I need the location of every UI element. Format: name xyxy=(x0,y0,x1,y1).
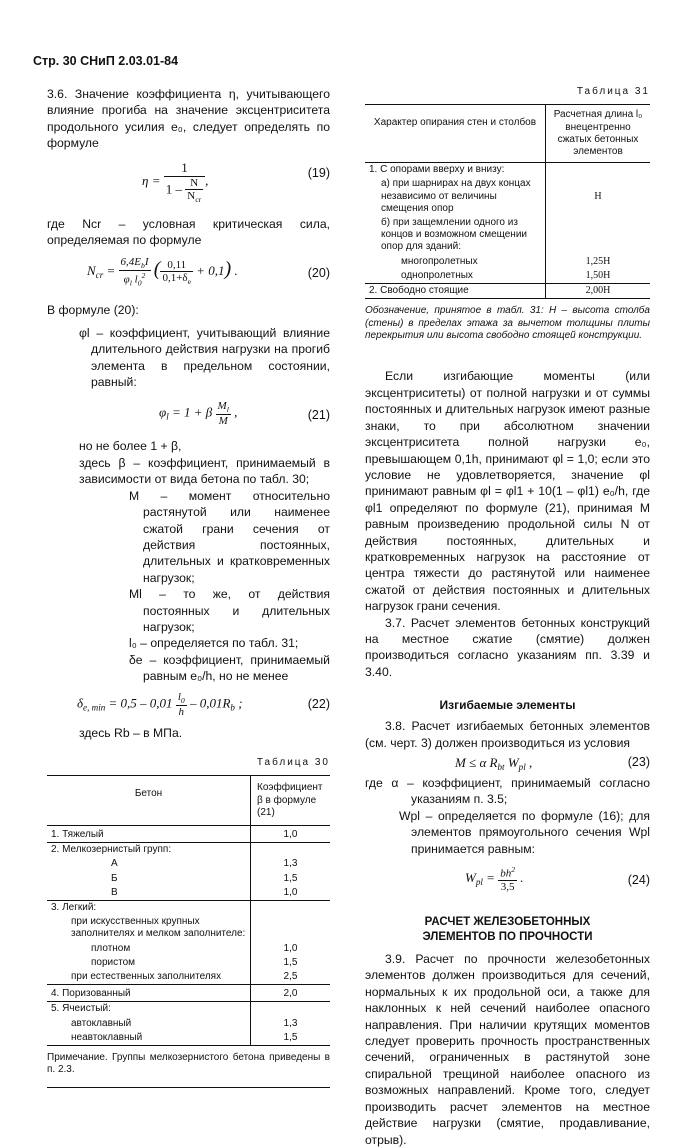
section-3-6: 3.6. Значение коэффициента η, учитывающего влияние прогиба на значение эксцентриситета продольного усилия e₀, следует определять по формуле xyxy=(47,87,330,151)
table-cell-value: 1,5 xyxy=(283,956,298,968)
table-row xyxy=(47,956,330,970)
table-30 xyxy=(47,775,330,1046)
table-cell-value: 2,5 xyxy=(283,971,298,983)
equation-20: $N_{cr}$ = $\frac{6,4E_bI}{\varphi_l l_0^2}$ ( $\frac{0,11}{0,1+\delta_e}$ + 0,1) . (20) xyxy=(87,256,330,289)
table-cell-label: 2. Мелкозернистый групп: xyxy=(47,843,251,858)
table-row xyxy=(47,825,330,842)
table-cell-label: 4. Поризованный xyxy=(47,985,251,1002)
table-cell-label: А xyxy=(47,857,251,871)
table-cell-value: 2,00H xyxy=(585,285,611,297)
table-30-caption: Таблица 30 xyxy=(256,756,330,768)
table-row xyxy=(47,857,330,871)
equation-number: (20) xyxy=(307,266,330,281)
table-cell-label: при естественных заполнителях xyxy=(47,970,251,985)
table-cell-value xyxy=(251,1002,331,1017)
table-cell-label: 1. Тяжелый xyxy=(47,825,251,842)
divider xyxy=(47,1087,330,1088)
equation-23: M ≤ α $R_{bt}$ $W_{pl}$ , (23) xyxy=(455,755,650,772)
table-cell-value: 1,5 xyxy=(283,872,298,884)
alpha-definition: где α – коэффициент, принимаемый согласно указаниям п. 3.5; xyxy=(365,776,650,807)
table-30-header: Бетон xyxy=(47,776,251,825)
right-column xyxy=(365,86,650,1148)
table-row xyxy=(365,163,650,178)
equation-number: (19) xyxy=(307,165,330,180)
equation-number: (22) xyxy=(307,696,330,711)
beta-definition: здесь β – коэффициент, принимаемый в зависимости от вида бетона по табл. 30; xyxy=(79,455,330,487)
table-row xyxy=(365,269,650,284)
left-column xyxy=(47,86,330,1088)
table-cell-value: 1,0 xyxy=(283,828,298,840)
moments-paragraph: Если изгибающие моменты (или эксцентриситеты) от полной нагрузки и от суммы постоянных и длительных нагрузок имеют разные знаки, то при абсолютном значении эксцентриситета полной нагрузки e₀, превышающем 0,1h, принимают φl = 1,0; если это условие не удовлетворяется, значение φl принимают равным φl = φl1 + 10(1 – φl1) e₀/h, где φl1 определяют по формуле (21), принимая M равным произведению продольной силы N от действия постоянных, длительных и кратковременных нагрузок на расстояние от центра тяжести до растянутой или наименее сжатой от действия постоянных и длительных нагрузок грани сечения. xyxy=(365,369,650,614)
equation-number: (21) xyxy=(307,408,330,423)
table-cell-value: 1,0 xyxy=(283,886,298,898)
table-cell-value xyxy=(251,901,331,916)
table-cell-label: 2. Свободно стоящие xyxy=(365,284,546,299)
table-row xyxy=(47,901,330,916)
table-cell-label: В xyxy=(47,886,251,901)
table-31-note: Обозначение, принятое в табл. 31: H – высота столба (стены) в пределах этажа за вычетом толщины плиты перекрытия или высота свободно стоящей конструкции. xyxy=(365,305,650,342)
table-row xyxy=(47,942,330,956)
table-cell-label: при искусственных крупных заполнителях и мелком заполнителе: xyxy=(47,915,251,941)
rb-note: здесь Rb – в МПа. xyxy=(79,725,183,740)
table-row xyxy=(47,970,330,985)
table-row xyxy=(47,985,330,1002)
table-cell-label: плотном xyxy=(47,942,251,956)
table-cell-label: Б xyxy=(47,872,251,886)
formula-intro: В формуле (20): xyxy=(47,303,139,318)
equation-number: (24) xyxy=(627,873,650,888)
equation-24: $W_{pl}$ = $\frac{bh^2}{3,5}$ . (24) xyxy=(465,865,650,893)
table-cell-value: 2,0 xyxy=(283,988,298,1000)
table-row xyxy=(47,1017,330,1031)
section-3-7: 3.7. Расчет элементов бетонных конструкций на местное сжатие (смятие) должен производиться согласно указаниям пп. 3.39 и 3.40. xyxy=(365,615,650,679)
table-31-header: Характер опирания стен и столбов xyxy=(365,105,546,162)
table-row xyxy=(365,216,650,255)
table-row xyxy=(47,915,330,941)
de-definition: δe – коэффициент, принимаемый равным e₀/h, но не менее xyxy=(129,652,330,684)
table-cell-label: многопролетных xyxy=(365,255,546,269)
table-cell-label: 3. Легкий: xyxy=(47,901,251,916)
table-cell-label: пористом xyxy=(47,956,251,970)
equation-19: η = 1 1 – $\frac{N}{N_{cr}}$ , (19) xyxy=(142,159,330,204)
table-31 xyxy=(365,104,650,299)
table-cell-value: 1,3 xyxy=(283,1017,298,1029)
table-row xyxy=(47,1031,330,1045)
table-cell-value: 1,0 xyxy=(283,942,298,954)
table-cell-value: 1,3 xyxy=(283,858,298,870)
table-row xyxy=(47,1002,330,1017)
table-30-note: Примечание. Группы мелкозернистого бетона приведены в п. 2.3. xyxy=(47,1052,330,1076)
table-cell-label: 1. С опорами вверху и внизу: xyxy=(365,163,546,178)
equation-21: $\varphi_l = 1 + \beta$ $\frac{M_l}{M}$ , (21) xyxy=(159,400,330,428)
wpl-definition: Wpl – определяется по формуле (16); для элементов прямоугольного сечения Wpl принимается равным: xyxy=(399,808,650,856)
equation-number: (23) xyxy=(627,755,650,769)
table-cell-value xyxy=(546,216,651,255)
table-cell-label: а) при шарнирах на двух концах независимо от величины смещения опор xyxy=(365,177,546,216)
table-cell-value: H xyxy=(594,191,602,203)
table-row xyxy=(47,886,330,901)
table-cell-label: неавтоклавный xyxy=(47,1031,251,1045)
section-3-9: 3.9. Расчет по прочности железобетонных элементов должен производиться для сечений, нормальных к их продольной оси, а также для наклонных к ней сечений наиболее опасного направления. При наличии крутящих моментов следует проверить прочность пространственных сечений, ограниченных в растянутой зоне спиральной трещиной наиболее опасного из возможных направлений. Кроме того, следует производить расчет элементов на местное действие нагрузки (смятие, продавливание, отрыв). xyxy=(365,952,650,1147)
table-row xyxy=(47,872,330,886)
table-cell-value xyxy=(251,843,331,858)
limit-note: но не более 1 + β, xyxy=(79,439,182,454)
table-cell-label: б) при защемлении одного из концов и возможном смещении опор для зданий: xyxy=(365,216,546,255)
table-cell-value: 1,50H xyxy=(585,269,611,281)
table-cell-label: однопролетных xyxy=(365,269,546,284)
table-cell-value xyxy=(251,915,331,941)
l0-definition: l₀ – определяется по табл. 31; xyxy=(129,636,299,651)
section-3-8: 3.8. Расчет изгибаемых бетонных элементов (см. черт. 3) должен производиться из условия xyxy=(365,719,650,750)
page-header: Стр. 30 СНиП 2.03.01-84 xyxy=(33,54,179,68)
table-row xyxy=(365,284,650,299)
phi-definition: φl – коэффициент, учитывающий влияние длительного действия нагрузки на прогиб элемента в предельном состоянии, равный: xyxy=(79,325,330,390)
equation-22: $\delta_{e, min} = 0,5 - 0,01$ $\frac{l_0}{h}$ – $0,01R_b$ ; (22) xyxy=(77,690,330,718)
table-cell-label: 5. Ячеистый: xyxy=(47,1002,251,1017)
table-cell-value xyxy=(546,163,651,178)
table-row xyxy=(365,177,650,216)
ml-definition: Ml – то же, от действия постоянных и длительных нагрузок; xyxy=(129,587,330,634)
table-31-header: Расчетная длина l₀ внецентренно сжатых бетонных элементов xyxy=(553,109,643,158)
table-row xyxy=(47,843,330,858)
m-definition: M – момент относительно растянутой или наименее сжатой грани сечения от действия постоянных, длительных и кратковременных нагрузок; xyxy=(129,488,330,585)
table-31-caption: Таблица 31 xyxy=(576,86,650,97)
table-row xyxy=(365,255,650,269)
table-cell-value: 1,25H xyxy=(585,255,611,267)
table-cell-value: 1,5 xyxy=(283,1031,298,1043)
table-30-header: Коэффициент β в формуле (21) xyxy=(257,782,323,818)
ncr-definition: где Ncr – условная критическая сила, определяемая по формуле xyxy=(47,216,330,248)
heading-rc-strength: РАСЧЕТ ЖЕЛЕЗОБЕТОННЫХ ЭЛЕМЕНТОВ ПО ПРОЧНОСТИ xyxy=(422,916,593,944)
heading-bending: Изгибаемые элементы xyxy=(439,698,576,713)
table-cell-label: автоклавный xyxy=(47,1017,251,1031)
